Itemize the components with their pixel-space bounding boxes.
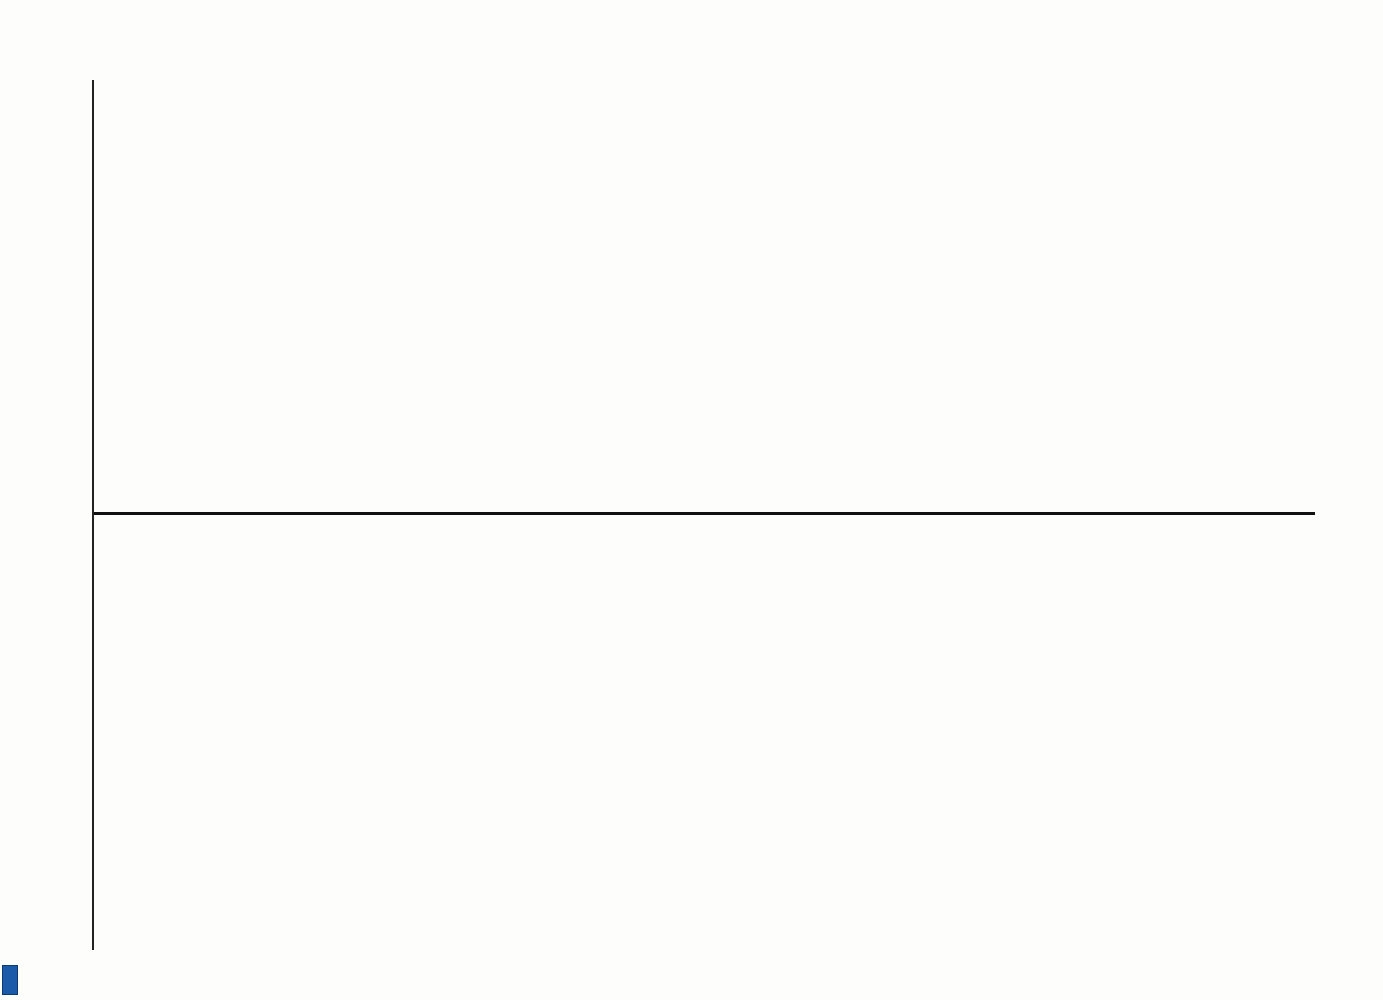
dfg-logo-icon [2, 965, 18, 995]
text-column-lower [100, 522, 1310, 942]
column-divider [94, 512, 1315, 515]
document-sheet [60, 80, 1315, 950]
text-column-upper [100, 84, 1310, 504]
digitization-note [0, 600, 20, 990]
page-header [60, 80, 94, 950]
